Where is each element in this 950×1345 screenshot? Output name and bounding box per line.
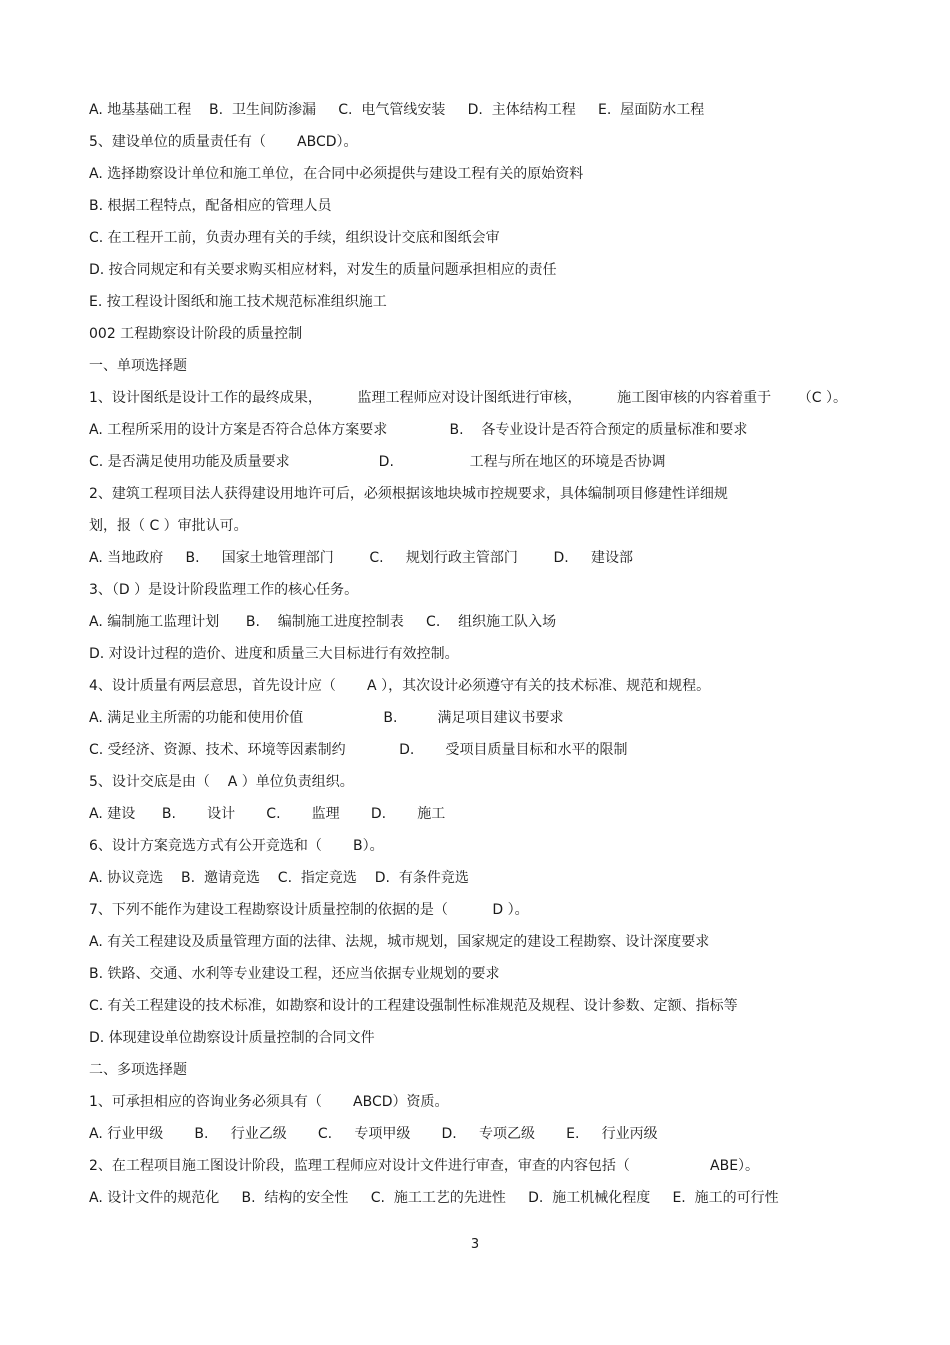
question-line: 6、设计方案竞选方式有公开竞选和（ B）。 xyxy=(89,838,384,854)
question-line: 1、可承担相应的咨询业务必须具有（ ABCD）资质。 xyxy=(89,1094,449,1110)
text-line: C. 是否满足使用功能及质量要求 D. 工程与所在地区的环境是否协调 xyxy=(89,454,666,470)
text-line: C. 在工程开工前，负责办理有关的手续，组织设计交底和图纸会审 xyxy=(89,230,500,246)
text-line: D. 按合同规定和有关要求购买相应材料，对发生的质量问题承担相应的责任 xyxy=(89,262,557,278)
text-line: 5、建设单位的质量责任有（ ABCD）。 xyxy=(89,134,358,150)
text-line: D. 体现建设单位勘察设计质量控制的合同文件 xyxy=(89,1030,375,1046)
page-number: 3 xyxy=(470,1237,480,1252)
question-line: 2、在工程项目施工图设计阶段，监理工程师应对设计文件进行审查，审查的内容包括（ ABE）。 xyxy=(89,1158,760,1174)
text-line: A. 编制施工监理计划 B. 编制施工进度控制表 C. 组织施工队入场 xyxy=(89,614,557,630)
text-line: A. 有关工程建设及质量管理方面的法律、法规，城市规划，国家规定的建设工程勘察、设计深度要求 xyxy=(89,934,710,950)
text-line: A. 满足业主所需的功能和使用价值 B. 满足项目建议书要求 xyxy=(89,710,564,726)
text-line: A. 建设 B. 设计 C. 监理 D. 施工 xyxy=(89,806,446,822)
text-line: A. 地基基础工程 B. 卫生间防渗漏 C. 电气管线安装 D. 主体结构工程 E. 屋面防水工程 xyxy=(89,102,705,118)
text-line: B. 根据工程特点，配备相应的管理人员 xyxy=(89,198,332,214)
text-line: A. 选择勘察设计单位和施工单位，在合同中必须提供与建设工程有关的原始资料 xyxy=(89,166,584,182)
text-line: D. 对设计过程的造价、进度和质量三大目标进行有效控制。 xyxy=(89,646,459,662)
text-line: C. 有关工程建设的技术标准，如勘察和设计的工程建设强制性标准规范及规程、设计参数、定额、指标等 xyxy=(89,998,738,1014)
text-line: A. 设计文件的规范化 B. 结构的安全性 C. 施工工艺的先进性 D. 施工机械化程度 E. 施工的可行性 xyxy=(89,1190,779,1206)
text-line: A. 行业甲级 B. 行业乙级 C. 专项甲级 D. 专项乙级 E. 行业丙级 xyxy=(89,1126,658,1142)
text-line: 划，报（ C ）审批认可。 xyxy=(89,518,248,534)
section-heading: 一、单项选择题 xyxy=(89,358,187,374)
text-line: C. 受经济、资源、技术、环境等因素制约 D. 受项目质量目标和水平的限制 xyxy=(89,742,628,758)
question-line: 3、（D ）是设计阶段监理工作的核心任务。 xyxy=(89,582,359,598)
section-heading: 002 工程勘察设计阶段的质量控制 xyxy=(89,326,303,342)
section-heading: 二、多项选择题 xyxy=(89,1062,187,1078)
question-line: 2、建筑工程项目法人获得建设用地许可后，必须根据该地块城市控规要求，具体编制项目修建性详细规 xyxy=(89,486,728,502)
question-line: 1、设计图纸是设计工作的最终成果， 监理工程师应对设计图纸进行审核， 施工图审核的内容着重于 （C ）。 xyxy=(89,390,848,406)
text-line: B. 铁路、交通、水利等专业建设工程，还应当依据专业规划的要求 xyxy=(89,966,500,982)
text-line: A. 当地政府 B. 国家土地管理部门 C. 规划行政主管部门 D. 建设部 xyxy=(89,550,633,566)
question-line: 5、设计交底是由（ A ）单位负责组织。 xyxy=(89,774,354,790)
question-line: 7、下列不能作为建设工程勘察设计质量控制的依据的是（ D ）。 xyxy=(89,902,529,918)
text-line: E. 按工程设计图纸和施工技术规范标准组织施工 xyxy=(89,294,387,310)
text-line: A. 工程所采用的设计方案是否符合总体方案要求 B. 各专业设计是否符合预定的质量标准和要求 xyxy=(89,422,748,438)
text-line: A. 协议竞选 B. 邀请竞选 C. 指定竞选 D. 有条件竞选 xyxy=(89,870,469,886)
question-line: 4、设计质量有两层意思，首先设计应（ A ），其次设计必须遵守有关的技术标准、规范和规程。 xyxy=(89,678,711,694)
